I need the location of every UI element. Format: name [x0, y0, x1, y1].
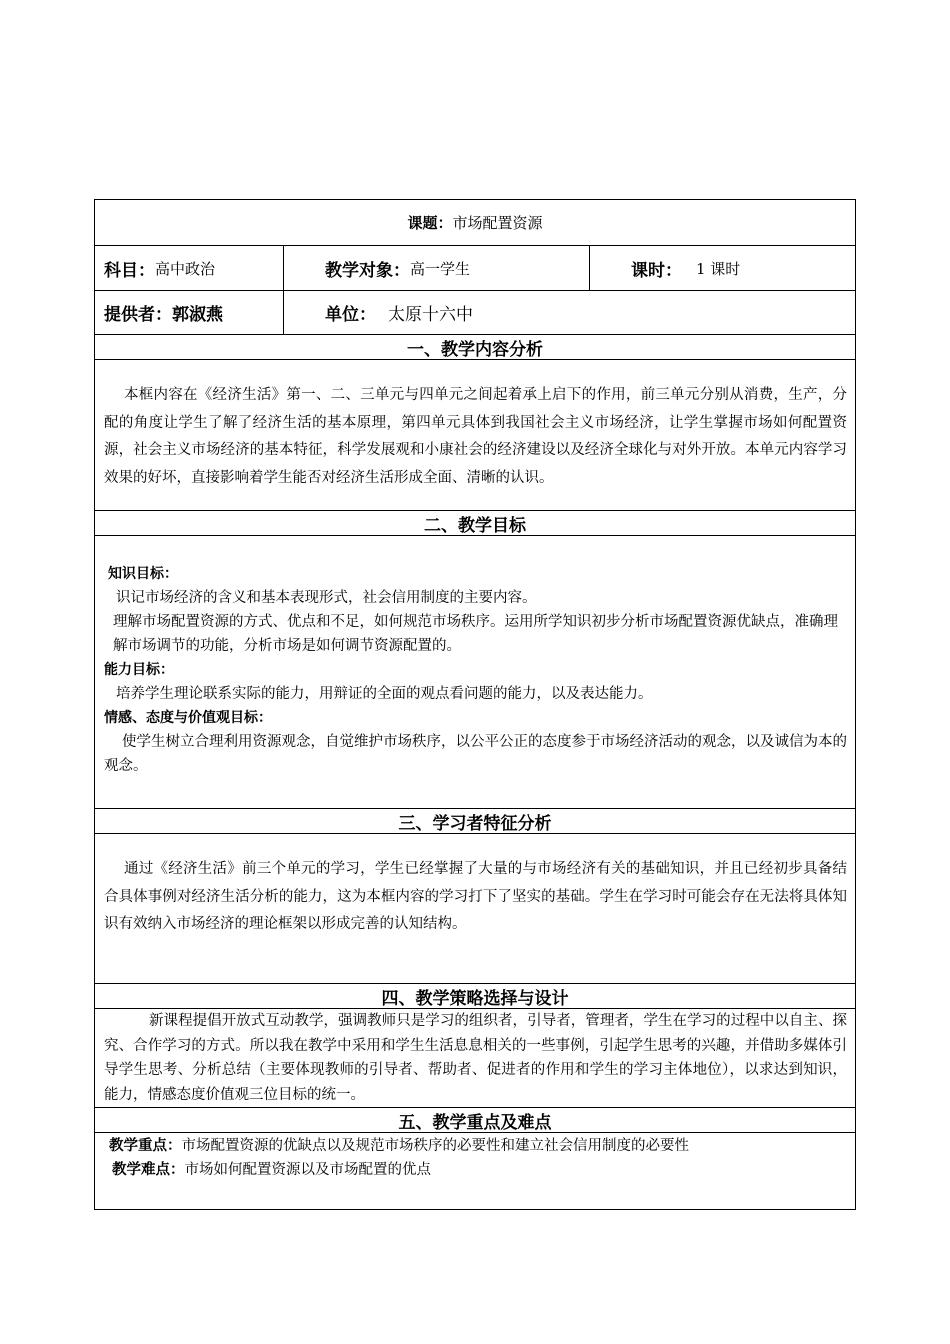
section-3-text: 通过《经济生活》前三个单元的学习，学生已经掌握了大量的与市场经济有关的基础知识，并且已经初步具备结合具体事例对经济生活分析的能力，这为本框内容的学习打下了坚实的基础。学生在学习时可能会存在无法将具体知识有效纳入市场经济的理论框架以形成完善的认知结构。: [104, 861, 847, 932]
section-2-heading: 二、教学目标: [95, 511, 855, 536]
knowledge-goal-label: 知识目标：: [108, 566, 178, 582]
key-point-line: [109, 1134, 855, 1158]
audience-cell: [283, 246, 589, 290]
section-4-body: [95, 1009, 855, 1108]
difficult-point-label: 教学难点：: [112, 1162, 185, 1178]
difficult-point-line: [109, 1158, 855, 1182]
section-1-text: 本框内容在《经济生活》第一、二、三单元与四单元之间起着承上启下的作用，前三单元分别从消费，生产，分配的角度让学生了解了经济生活的基本原理，第四单元具体到我国社会主义市场经济，让学生掌握市场如何配置资源，社会主义市场经济的基本特征，科学发展观和小康社会的经济建设以及经济全球化与对外开放。本单元内容学习效果的好坏，直接影响着学生能否对经济生活形成全面、清晰的认识。: [104, 387, 847, 486]
provider-cell: [95, 291, 283, 334]
knowledge-goal-2: 理解市场配置资源的方式、优点和不足，如何规范市场秩序。运用所学知识初步分析市场配置资源优缺点，准确理解市场调节的功能，分析市场是如何调节资源配置的。: [113, 614, 838, 654]
topic-label: 课题：: [407, 214, 453, 232]
subject-value: 高中政治: [155, 259, 216, 278]
ability-goal-1: 培养学生理论联系实际的能力，用辩证的全面的观点看问题的能力，以及表达能力。: [116, 686, 653, 702]
emotion-goal-1: 使学生树立合理利用资源观念，自觉维护市场秩序，以公平公正的态度参于市场经济活动的观念，以及诚信为本的观念。: [104, 734, 847, 774]
lesson-plan-table: [94, 199, 856, 1210]
section-3-body: [95, 834, 855, 984]
unit-label: 单位：: [325, 305, 376, 325]
topic-row: [95, 200, 855, 246]
section-4-text: 新课程提倡开放式互动教学，强调教师只是学习的组织者，引导者，管理者，学生在学习的过程中以自主、探究、合作学习的方式。所以我在教学中采用和学生生活息息相关的一些事例，引起学生思考的兴趣，并借助多媒体引导学生思考、分析总结（主要体现教师的引导者、帮助者、促进者的作用和学生的学习主体地位），以求达到知识，能力，情感态度价值观三位目标的统一。: [104, 1013, 847, 1103]
subject-cell: [95, 246, 283, 290]
provider-row: [95, 291, 855, 335]
knowledge-goal-1: 识记市场经济的含义和基本表现形式，社会信用制度的主要内容。: [116, 590, 537, 606]
hours-label: 课时：: [631, 260, 682, 281]
section-1-heading: 一、教学内容分析: [95, 335, 855, 360]
unit-value: 太原十六中: [388, 305, 473, 325]
section-4-heading: 四、教学策略选择与设计: [95, 984, 855, 1009]
key-point-label: 教学重点：: [109, 1138, 182, 1154]
section-5-heading: 五、教学重点及难点: [95, 1108, 855, 1133]
section-1-body: [95, 360, 855, 511]
provider-label: 提供者：: [104, 305, 172, 325]
ability-goal-label: 能力目标：: [104, 662, 174, 678]
info-row: [95, 246, 855, 291]
section-5-body: [95, 1133, 855, 1209]
provider-value: 郭淑燕: [172, 305, 223, 325]
hours-value: 1 课时: [696, 259, 741, 278]
section-2-body: [95, 536, 855, 809]
audience-label: 教学对象：: [325, 260, 410, 281]
hours-cell: [589, 246, 855, 290]
difficult-point-value: 市场如何配置资源以及市场配置的优点: [184, 1162, 431, 1178]
key-point-value: 市场配置资源的优缺点以及规范市场秩序的必要性和建立社会信用制度的必要性: [181, 1138, 689, 1154]
emotion-goal-label: 情感、态度与价值观目标：: [104, 710, 272, 726]
audience-value: 高一学生: [410, 259, 471, 278]
unit-cell: [283, 291, 855, 334]
topic-value: 市场配置资源: [452, 214, 543, 232]
section-3-heading: 三、学习者特征分析: [95, 809, 855, 834]
subject-label: 科目：: [104, 260, 155, 281]
